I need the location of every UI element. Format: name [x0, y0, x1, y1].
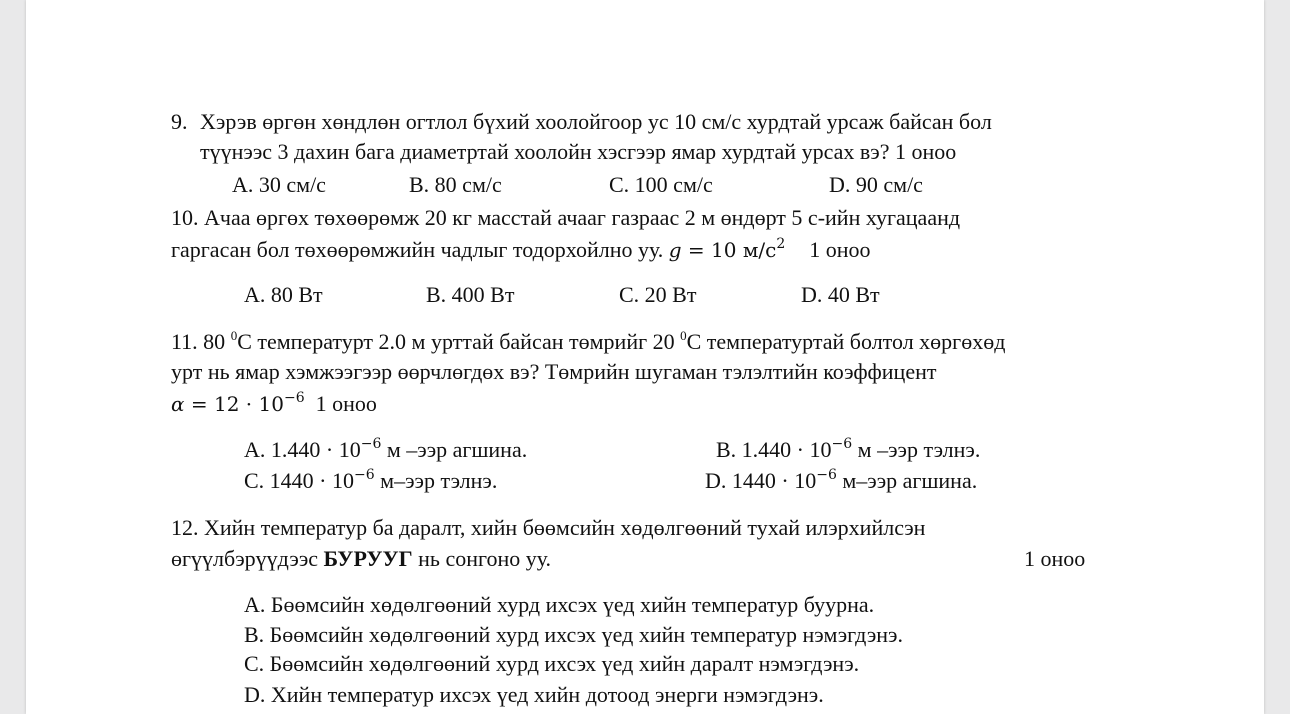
- q11-alpha-value: = 12 · 10: [184, 392, 284, 416]
- q10-option-d: D. 40 Вт: [801, 282, 880, 307]
- q11-option-c-exponent: −6: [354, 467, 375, 483]
- q9-line-2: түүнээс 3 дахин бага диаметртай хоолойн хэсгээр ямар хурдтай урсах вэ? 1 оноо: [200, 139, 957, 164]
- q10-line-2: [171, 236, 871, 264]
- q9-number: 9.: [171, 109, 188, 134]
- q10-line-1: 10. Ачаа өргөх төхөөрөмж 20 кг масстай ачааг газраас 2 м өндөрт 5 с-ийн хугацаанд: [171, 205, 961, 230]
- q11-option-c-label: C. 1440 · 10: [244, 468, 354, 493]
- q11-option-d-tail: м–ээр агшина.: [836, 468, 978, 493]
- q12-emphasis: БУРУУГ: [323, 546, 413, 571]
- q11-alpha-exponent: −6: [283, 390, 305, 406]
- q11-option-d: [705, 467, 977, 495]
- q10-option-b: B. 400 Вт: [426, 282, 515, 307]
- q11-points: 1 оноо: [315, 391, 377, 416]
- q12-line-1: 12. Хийн температур ба даралт, хийн бөөмсийн хөдөлгөөний тухай илэрхийлсэн: [171, 515, 926, 540]
- q11-option-c: [244, 467, 497, 495]
- q11-alpha-formula: [171, 392, 305, 416]
- q11-option-a-label: A. 1.440 · 10: [244, 437, 361, 462]
- q12-option-d: D. Хийн температур ихсэх үед хийн дотоод энерги нэмэгдэнэ.: [244, 682, 824, 707]
- q11-option-c-tail: м–ээр тэлнэ.: [374, 468, 498, 493]
- q11-option-b: [716, 436, 980, 464]
- q11-suffix: C температуртай болтол хөргөхөд: [686, 329, 1006, 354]
- q12-line-2-post: нь сонгоно уу.: [412, 546, 552, 571]
- q11-degree-1: 0: [230, 328, 238, 343]
- q11-prefix: 11. 80: [171, 329, 231, 354]
- q11-middle: C температурт 2.0 м урттай байсан төмрийг 20: [237, 329, 681, 354]
- q12-option-b: B. Бөөмсийн хөдөлгөөний хурд ихсэх үед хийн температур нэмэгдэнэ.: [244, 622, 903, 647]
- q10-gravity-formula: [669, 238, 786, 262]
- q11-line-3: [171, 390, 377, 418]
- q11-option-b-label: B. 1.440 · 10: [716, 437, 832, 462]
- q10-g-symbol: g: [668, 238, 682, 262]
- q10-option-a: A. 80 Вт: [244, 282, 323, 307]
- q10-g-value: = 10 м/с: [681, 238, 777, 262]
- q10-line-2-text: гаргасан бол төхөөрөмжийн чадлыг тодорхойлно уу.: [171, 237, 664, 262]
- q11-option-b-tail: м –ээр тэлнэ.: [852, 437, 981, 462]
- q9-option-a: A. 30 см/с: [232, 172, 326, 197]
- q12-option-a: A. Бөөмсийн хөдөлгөөний хурд ихсэх үед хийн температур буурна.: [244, 592, 875, 617]
- q9-line-1: Хэрэв өргөн хөндлөн огтлол бүхий хоолойгоор ус 10 см/с хурдтай урсаж байсан бол: [200, 109, 992, 134]
- q11-option-a: [244, 436, 527, 464]
- q12-option-c: C. Бөөмсийн хөдөлгөөний хурд ихсэх үед хийн даралт нэмэгдэнэ.: [244, 651, 860, 676]
- q11-alpha-symbol: α: [171, 392, 185, 416]
- q12-line-2: [171, 545, 551, 573]
- q10-g-exponent: 2: [776, 236, 786, 252]
- q9-option-d: D. 90 см/с: [829, 172, 923, 197]
- q11-line-1: [171, 328, 1005, 356]
- q12-line-2-pre: өгүүлбэрүүдээс: [171, 546, 324, 571]
- q11-option-a-tail: м –ээр агшина.: [381, 437, 528, 462]
- q9-option-c: C. 100 см/с: [609, 172, 713, 197]
- q11-option-d-label: D. 1440 · 10: [705, 468, 817, 493]
- q11-line-2: урт нь ямар хэмжээгээр өөрчлөгдөх вэ? Төмрийн шугаман тэлэлтийн коэффицент: [171, 359, 937, 384]
- q10-points: 1 оноо: [809, 237, 871, 262]
- q10-option-c: C. 20 Вт: [619, 282, 697, 307]
- q11-option-b-exponent: −6: [831, 436, 853, 452]
- q12-points: 1 оноо: [1024, 546, 1086, 571]
- q11-degree-2: 0: [680, 328, 687, 343]
- q11-option-a-exponent: −6: [360, 436, 382, 452]
- q11-option-d-exponent: −6: [816, 467, 837, 483]
- q9-option-b: B. 80 см/с: [409, 172, 502, 197]
